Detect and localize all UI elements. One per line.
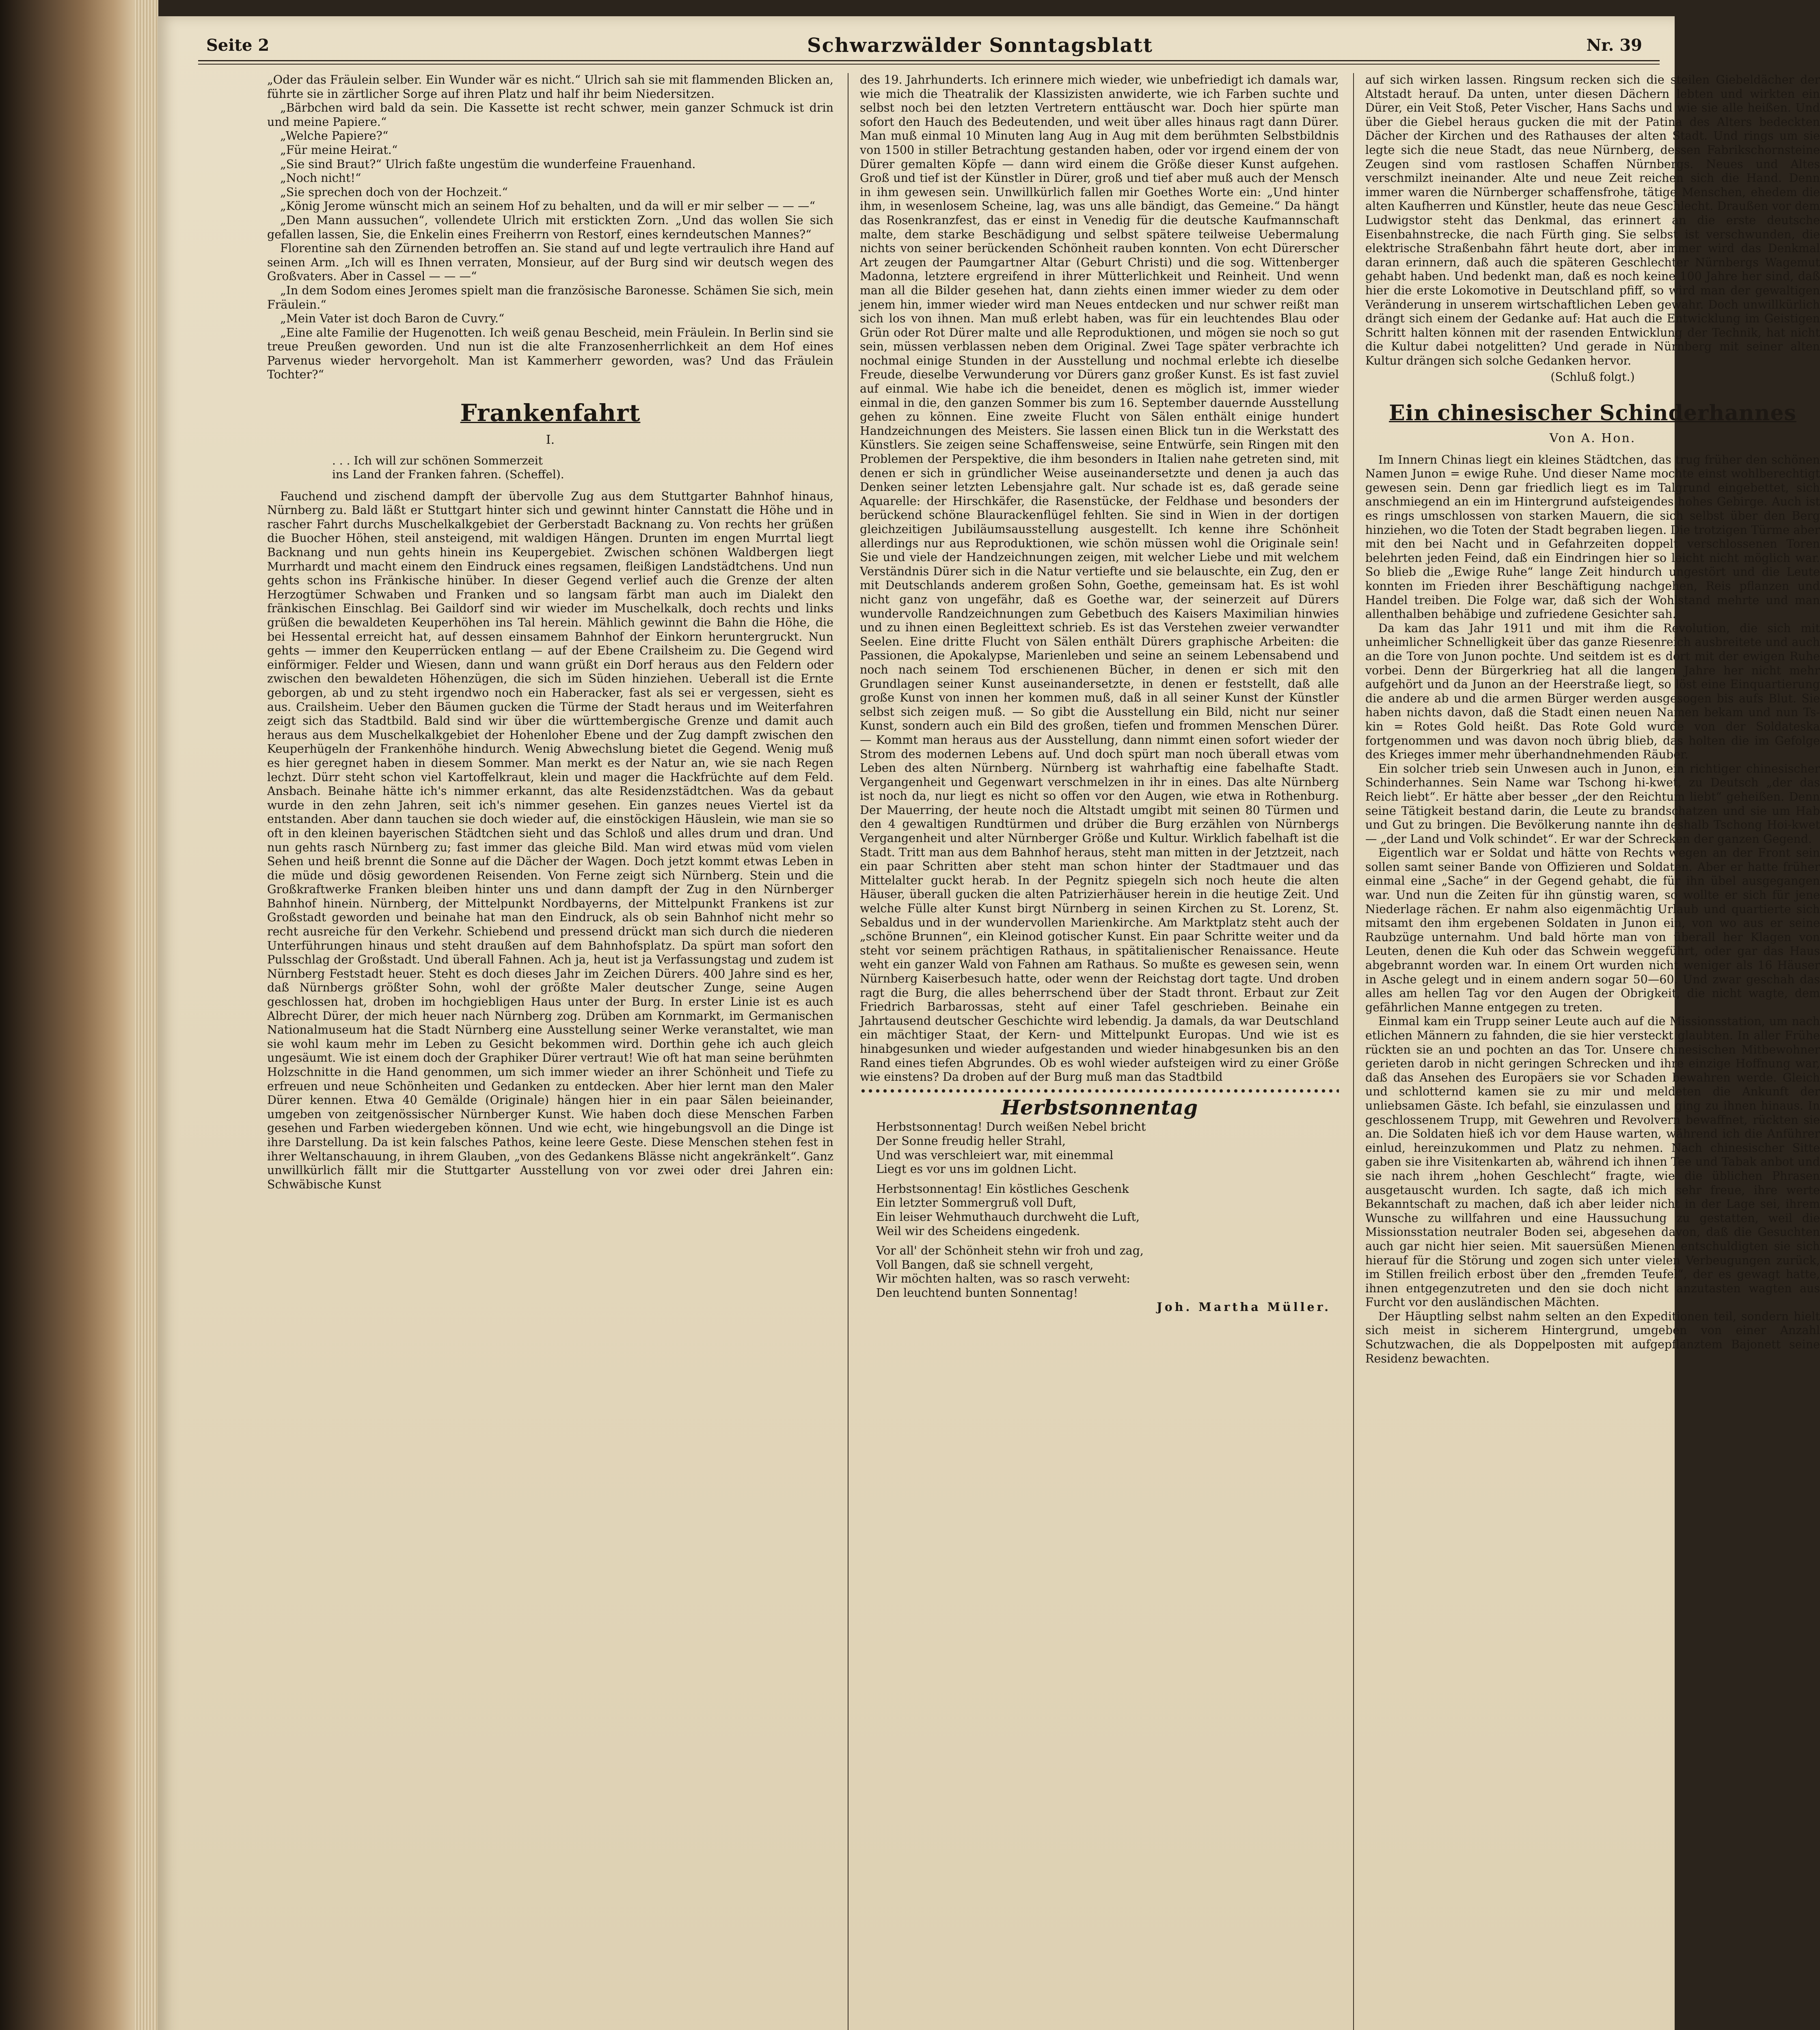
column-2 xyxy=(860,73,1339,2030)
page-label: Seite 2 xyxy=(206,36,270,55)
column-rule xyxy=(1353,73,1354,2030)
article-headline: Frankenfahrt xyxy=(460,399,641,427)
paragraph: „Sie sind Braut?“ Ulrich faßte ungestüm die wunderfeine Frauenhand. xyxy=(280,157,696,171)
motto-line: ins Land der Franken fahren. (Scheffel). xyxy=(332,467,564,481)
ornament-rule xyxy=(860,1088,1339,1093)
byline: Von A. Hon. xyxy=(1549,431,1636,446)
issue-number: Nr. 39 xyxy=(1586,36,1642,55)
column-1 xyxy=(267,73,833,2030)
poem-line: Ein leiser Wehmuthauch durchweht die Luft, xyxy=(876,1210,1140,1224)
header-rule xyxy=(198,60,1660,65)
paragraph: „Welche Papiere?“ xyxy=(280,129,389,143)
paragraph: „Sie sprechen doch von der Hochzeit.“ xyxy=(280,185,508,199)
paragraph: „Noch nicht!“ xyxy=(280,171,361,185)
stanza-gap xyxy=(876,1177,1339,1182)
paragraph: Ein solcher trieb sein Unwesen auch in Junon, ein richtiger chinesischer Schinderhannes. Sein Name war Tschong hi-kwet, zu Deutsch „der das Reich liebt“. Er hätte aber besser „der den Reichtum liebt“ geheißen. Denn seine Tätigkeit bestand darin, die Leute zu brandschatzen und sie um Hab und Gut zu bringen. Die Bevölkerung nannte ihn deshalb Tschong Hoi-kwet — „der Land und Volk schindet“. Er war der Schrecken der ganzen Gegend. xyxy=(1365,762,1820,846)
paragraph: „In dem Sodom eines Jeromes spielt man die französische Baronesse. Schämen Sie sich, mein Fräulein.“ xyxy=(267,283,833,311)
motto xyxy=(332,454,833,482)
paragraph: „Für meine Heirat.“ xyxy=(280,143,398,157)
poem-line: Weil wir des Scheidens eingedenk. xyxy=(876,1224,1080,1238)
article-body: Fauchend und zischend dampft der übervolle Zug aus dem Stuttgarter Bahnhof hinaus, Nürnberg zu. Bald läßt er Stuttgart hinter sich und gewinnt hinter Cannstatt die Höhe und in rascher Fahrt durchs Muschelkalkgebiet der Gerberstadt Backnang zu. Von rechts her grüßen die Buocher Höhen, steil ansteigend, mit waldigen Hängen. Drunten im engen Murrtal liegt Backnang und nun gehts hinein ins Keupergebiet. Zwischen schönen Waldbergen liegt Murrhardt und macht einem den Eindruck eines regsamen, fleißigen Landstädtchens. Und nun gehts schon ins Fränkische hinüber. In dieser Gegend verlief auch die Grenze der alten Herzogtümer Schwaben und Franken und so langsam färbt man auch im Dialekt den fränkischen Einschlag. Bei Gaildorf sind wir wieder im Muschelkalk, doch rechts und links grüßen die bewaldeten Keuperhöhen ins Tal herein. Mählich gewinnt die Bahn die Höhe, die bei Hessental erreicht hat, auf dessen einsamem Bahnhof der Einkorn heruntergruckt. Nun gehts — immer den Keuperrücken entlang — auf der Ebene Crailsheim zu. Die Gegend wird einförmiger. Felder und Wiesen, dann und wann grüßt ein Dorf heraus aus den Feldern oder zwischen den bewaldeten Höhenzügen, die sich im Süden hinziehen. Ueberall ist die Ernte geborgen, ab und zu steht irgendwo noch ein Haberacker, fast als sei er vergessen, sieht es aus. Crailsheim. Ueber den Bäumen gucken die Türme der Stadt heraus und im Weiterfahren zeigt sich das Stadtbild. Bald sind wir über die württembergische Grenze und damit auch heraus aus dem Muschelkalkgebiet der Hohenloher Ebene und der Zug dampft zwischen den Keuperhügeln der Frankenhöhe hindurch. Wenig Abwechslung bietet die Gegend. Wenig muß es hier geregnet haben in diesem Sommer. Man merkt es der Natur an, wie sie nach Regen lechzt. Dürr steht schon viel Kartoffelkraut, klein und mager die Hackfrüchte auf dem Feld. Ansbach. Beinahe hätte ich's nimmer erkannt, das alte Residenzstädtchen. Was da gebaut wurde in den zehn Jahren, seit ich's nimmer gesehen. Ein ganzes neues Viertel ist da entstanden. Aber dann tauchen sie doch wieder auf, die einstöckigen Häuslein, wie man sie so oft in den kleinen bayerischen Städtchen sieht und das Schloß und alles drum und dran. Und nun gehts rasch Nürnberg zu; fast immer das gleiche Bild. Man wird etwas müd vom vielen Sehen und heiß brennt die Sonne auf die Dächer der Wagen. Doch jetzt kommt etwas Leben in die müde und dösig gewordenen Reisenden. Von Ferne zeigt sich Nürnberg. Stein und die Großkraftwerke Franken bleiben hinter uns und dann dampft der Zug in den Nürnberger Bahnhof hinein. Nürnberg, der Mittelpunkt Nordbayerns, der Mittelpunkt Frankens ist zur Großstadt geworden und beinahe hat man den Eindruck, als ob sein Bahnhof nicht mehr so recht ausreiche für den Verkehr. Schiebend und pressend drückt man sich durch die niederen Unterführungen hinaus und steht draußen auf dem Bahnhofsplatz. Da spürt man sofort den Pulsschlag der Großstadt. Und überall Fahnen. Ach ja, heut ist ja Verfassungstag und zudem ist Nürnberg Feststadt heuer. Steht es doch dieses Jahr im Zeichen Dürers. 400 Jahre sind es her, daß Nürnbergs größter Sohn, wohl der größte Maler deutscher Zunge, seine Augen geschlossen hat, droben im hochgiebligen Haus unter der Burg. In erster Linie ist es auch Albrecht Dürer, der mich heuer nach Nürnberg zog. Drüben am Kornmarkt, im Germanischen Nationalmuseum hat die Stadt Nürnberg eine Ausstellung seiner Werke veranstaltet, wie man sie wohl kaum mehr im Leben zu Gesicht bekommen wird. Dorthin gehe ich auch gleich ungesäumt. Wie ist einem doch der Graphiker Dürer vertraut! Wie oft hat man seine berühmten Holzschnitte in die Hand genommen, um sich immer wieder an ihrer Schönheit und Tiefe zu erfreuen und neue Schönheiten und Gedanken zu entdecken. Aber hier lernt man den Maler Dürer kennen. Etwa 40 Gemälde (Originale) hängen hier in ein paar Sälen beieinander, umgeben von zeitgenössischer Nürnberger Kunst. Wie haben doch diese Menschen Farben gesehen und Farben wiedergeben können. Und wie echt, wie hingebungsvoll an die Dinge ist ihre Darstellung. Da ist kein falsches Pathos, keine leere Geste. Diese Menschen stehen fest in ihrer Weltanschauung, in ihrem Glauben, „von des Gedankens Blässe nicht angekränkelt“. Ganz unwillkürlich fällt mir die Stuttgarter Ausstellung von vor zwei oder drei Jahren ein: Schwäbische Kunst xyxy=(267,489,833,1191)
paragraph: Eigentlich war er Soldat und hätte von Rechts wegen an der Front sein sollen samt seiner Bande von Offizieren und Soldaten. Aber er hatte früher einmal eine „Sache“ in der Gegend gehabt, die für ihn übel ausgegangen war. Und nun die Zeiten für ihn günstig waren, so wollte er sich für jene Niederlage rächen. Er nahm also eigenmächtig Urlaub und quartierte sich mitsamt den ihm ergebenen Soldaten in Junon ein, von wo aus er seine Raubzüge unternahm. Und bald hörte man von überall her Klagen von Leuten, denen die Kuh oder das Schwein weggeführt, oder gar das Haus abgebrannt worden war. In einem Ort wurden nicht weniger als 16 Häuser in Asche gelegt und in einem andern sogar 50—60. Und zwar geschah das alles am hellen Tag vor den Augen der Obrigkeit, die nicht wagte, dem gefährlichen Manne entgegen zu treten. xyxy=(1365,846,1820,1014)
poem-line: Vor all' der Schönheit stehn wir froh und zag, xyxy=(876,1244,1144,1258)
poem-line: Der Sonne freudig heller Strahl, xyxy=(876,1134,1066,1148)
paragraph: „Mein Vater ist doch Baron de Cuvry.“ xyxy=(280,312,505,326)
article-body: des 19. Jahrhunderts. Ich erinnere mich wieder, wie unbefriedigt ich damals war, wie mich die Theatralik der Klassizisten anwiderte, wie ich Farben suchte und selbst noch bei den letzten Vertretern enttäuscht war. Doch hier spürte man sofort den Hauch des Bedeutenden, und weit über alles hinaus ragt dann Dürer. Man muß einmal 10 Minuten lang Aug in Aug mit dem berühmten Selbstbildnis von 1500 in stiller Betrachtung gestanden haben, oder vor irgend einem der von Dürer gemalten Köpfe — dann wird einem die Größe dieser Kunst aufgehen. Groß und tief ist der Künstler in Dürer, groß und tief aber muß auch der Mensch in ihm gewesen sein. Unwillkürlich fallen mir Goethes Worte ein: „Und hinter ihm, in wesenlosem Scheine, lag, was uns alle bändigt, das Gemeine.“ Da hängt das Rosenkranzfest, das er einst in Venedig für die deutsche Kaufmannschaft malte, dem starke Beschädigung und selbst spätere teilweise Uebermalung nichts von seiner berückenden Schönheit rauben konnten. Von echt Dürerscher Art zeugen der Paumgartner Altar (Geburt Christi) und die sog. Wittenberger Madonna, letztere ergreifend in ihrer Mütterlichkeit und Reinheit. Und wenn man all die Bilder gesehen hat, dann ziehts einen immer wieder zu dem oder jenem hin, immer wieder wird man Neues entdecken und nur schwer reißt man sich los von ihnen. Man muß erlebt haben, was für ein leuchtendes Blau oder Grün oder Rot Dürer malte und alle Reproduktionen, und mögen sie noch so gut sein, müssen verblassen neben dem Original. Zwei Tage später verbrachte ich nochmal einige Stunden in der Ausstellung und nochmal erlebte ich dieselbe Freude, dieselbe Verwunderung vor Dürers ganz großer Kunst. Es ist fast zuviel auf einmal. Wie habe ich die beneidet, denen es möglich ist, immer wieder einmal in die, den ganzen Sommer bis zum 16. September dauernde Ausstellung gehen zu können. Eine zweite Flucht von Sälen enthält einige hundert Handzeichnungen des Meisters. Sie lassen einen Blick tun in die Werkstatt des Künstlers. Sie zeigen seine Schaffensweise, seine Entwürfe, sein Ringen mit den Problemen der Perspektive, die ihm besonders in Italien nahe getreten sind, mit denen er sich in gründlicher Weise auseinandersetzte und denen ja auch das Denken seiner letzten Lebensjahre galt. Nur schade ist es, daß gerade seine Aquarelle: der Hirschkäfer, die Rasenstücke, der Feldhase und besonders der berückend schöne Blaurackenflügel fehlten. Sie sind in Wien in der dortigen gleichzeitigen Jubiläumsausstellung ausgestellt. Ich kenne ihre Schönheit allerdings nur aus Reproduktionen, wie schön müssen wohl die Originale sein! Sie und viele der Handzeichnungen zeigen, mit welcher Liebe und mit welchem Verständnis Dürer sich in die Natur vertiefte und sie belauschte, ein Zug, den er mit Deutschlands anderem großen Sohn, Goethe, gemeinsam hat. Es ist wohl nicht ganz von ungefähr, daß es Goethe war, der seinerzeit auf Dürers wundervolle Randzeichnungen zum Gebetbuch des Kaisers Maximilian hinwies und zu ihnen einen Begleittext schrieb. Es ist das Verstehen zweier verwandter Seelen. Eine dritte Flucht von Sälen enthält Dürers graphische Arbeiten: die Passionen, die Apokalypse, Marienleben und seine an seinem Lebensabend und noch nach seinem Tod erschienenen Bücher, in denen er sich mit den Grundlagen seiner Kunst auseinandersetzte, in denen er feststellt, daß alle große Kunst von innen her kommen muß, daß in all seiner Kunst der Künstler selbst sich zeigen muß. — So gibt die Ausstellung ein Bild, nicht nur seiner Kunst, sondern auch ein Bild des großen, tiefen und frommen Menschen Dürer. — Kommt man heraus aus der Ausstellung, dann nimmt einen sofort wieder der Strom des modernen Lebens auf. Und doch spürt man noch überall etwas vom Leben des alten Nürnberg. Nürnberg ist wahrhaftig eine fabelhafte Stadt. Vergangenheit und Gegenwart verschmelzen in ihr in eines. Das alte Nürnberg ist noch da, nur liegt es nicht so offen vor den Augen, wie etwa in Rothenburg. Der Mauerring, der heute noch die Altstadt umgibt mit seinen 80 Türmen und den 4 gewaltigen Rundtürmen und drüber die Burg erzählen von Nürnbergs Vergangenheit und alter Nürnberger Größe und Kultur. Wirklich fabelhaft ist die Stadt. Tritt man aus dem Bahnhof heraus, steht man mitten in der Jetztzeit, nach ein paar Schritten aber steht man schon hinter der Stadtmauer und das Mittelalter guckt herab. In der Pegnitz spiegeln sich noch heute die alten Häuser, überall gucken die alten Patrizierhäuser herein in die heutige Zeit. Und welche Fülle alter Kunst birgt Nürnberg in seinen Kirchen zu St. Lorenz, St. Sebaldus und in der wundervollen Marienkirche. Am Marktplatz steht auch der „schöne Brunnen“, ein Kleinod gotischer Kunst. Ein paar Schritte weiter und da steht vor seinem prächtigen Rathaus, in spätitalienischer Renaissance. Heute weht ein ganzer Wald von Fahnen am Rathaus. So mußte es gewesen sein, wenn Nürnberg Kaiserbesuch hatte, oder wenn der Reichstag dort tagte. Und droben ragt die Burg, die alles beherrschend über der Stadt thront. Erbaut zur Zeit Friedrich Barbarossas, steht auf einer Tafel geschrieben. Beinahe ein Jahrtausend deutscher Geschichte wird lebendig. Ja damals, da war Deutschland ein mächtiger Staat, der Kern- und Mittelpunkt Europas. Und wie ist es hinabgesunken und wieder aufgestanden und wieder hinabgesunken bis an den Rand eines tiefen Abgrundes. Ob es wohl wieder aufsteigen wird zu einer Größe wie einstens? Da droben auf der Burg muß man das Stadtbild xyxy=(860,73,1339,1084)
newspaper-page xyxy=(158,16,1820,2030)
paragraph: Der Häuptling selbst nahm selten an den Expeditionen teil, sondern hielt sich meist in sicherem Hintergrund, umgeben von einer Anzahl Schutzwachen, die als Doppelposten mit aufgepflanztem Bajonett seine Residenz bewachten. xyxy=(1365,1309,1820,1365)
paragraph: „Eine alte Familie der Hugenotten. Ich weiß genau Bescheid, mein Fräulein. In Berlin sind sie treue Preußen geworden. Und nun ist die alte Franzosenherrlichkeit an dem Hof eines Parvenus wieder hervorgeholt. Man ist Kammerherr geworden, was? Und das Fräulein Tochter?“ xyxy=(267,326,833,382)
poem-line: Voll Bangen, daß sie schnell vergeht, xyxy=(876,1258,1094,1272)
paragraph: Florentine sah den Zürnenden betroffen an. Sie stand auf und legte vertraulich ihre Hand auf seinen Arm. „Ich will es Ihnen verraten, Monsieur, auf der Burg sind wir deutsch wegen des Großvaters. Aber in Cassel — — —“ xyxy=(267,242,833,283)
book-binding xyxy=(0,0,134,2030)
poem-line: Und was verschleiert war, mit einemmal xyxy=(876,1148,1114,1162)
page-edge xyxy=(134,0,158,2030)
poem-line: Herbstsonnentag! Ein köstliches Geschenk xyxy=(876,1182,1129,1196)
poem-line: Ein letzter Sommergruß voll Duft, xyxy=(876,1196,1077,1210)
poem-line: Den leuchtend bunten Sonnentag! xyxy=(876,1286,1078,1300)
poem-line: Herbstsonnentag! Durch weißen Nebel bricht xyxy=(876,1120,1146,1134)
paragraph: „Bärbchen wird bald da sein. Die Kassette ist recht schwer, mein ganzer Schmuck ist drin und meine Papiere.“ xyxy=(267,101,833,129)
stanza-gap xyxy=(876,1238,1339,1244)
article-headline: Ein chinesischer Schinderhannes xyxy=(1389,401,1796,426)
poem-title: Herbstsonnentag xyxy=(1001,1095,1198,1119)
motto-line: . . . Ich will zur schönen Sommerzeit xyxy=(332,454,543,467)
poem xyxy=(876,1120,1339,1300)
paragraph: Da kam das Jahr 1911 und mit ihm die Revolution, die sich mit unheimlicher Schnelligkeit über das ganze Riesenreich ausbreitete und auch an die Tore von Junon pochte. Und seitdem ist es dort mit der ewigen Ruhe vorbei. Denn der Bürgerkrieg hat all die langen Jahre her nicht mehr aufgehört und da Junon an der Heerstraße liegt, so löst eine Einquartierung die andere ab und die armen Bürger werden ausgesogen bis aufs Blut. Sie haben nichts davon, daß die Stadt einen neuen Namen bekam und nun Ts-kin = Rotes Gold heißt. Das Rote Gold wurde von der Soldateska fortgenommen und was davon noch übrig blieb, das holten die im Gefolge des Krieges immer mehr überhandnehmenden Räuber. xyxy=(1365,621,1820,762)
continued-note: (Schluß folgt.) xyxy=(1550,370,1635,384)
story-continuation xyxy=(267,73,833,382)
paragraph: „Oder das Fräulein selber. Ein Wunder wär es nicht.“ Ulrich sah sie mit flammenden Blicken an, führte sie in zärtlicher Sorge auf ihren Platz und half ihr beim Niedersitzen. xyxy=(267,73,833,101)
poem-line: Liegt es vor uns im goldnen Licht. xyxy=(876,1162,1077,1176)
paragraph: Im Innern Chinas liegt ein kleines Städtchen, das trug früher den schönen Namen Junon = ewige Ruhe. Und dieser Name mochte einst wohlberechtigt gewesen sein. Denn gar friedlich liegt es im Talgrund eingebettet, sich anschmiegend an ein im Hintergrund aufsteigendes hohes Gebirge. Auch ist es rings umschlossen von starken Mauern, die sich selbst über den Berg hinziehen, wo die Toten der Stadt begraben liegen. Die trotzigen Türme aber mit den bei Nacht und in Gefahrzeiten doppelt verschlossenen Toren belehrten jeden Feind, daß ein Eindringen hier so leicht nicht möglich war. So blieb die „Ewige Ruhe“ lange Zeit hindurch ungestört und die Leute konnten im Frieden ihrer Beschäftigung nachgehen, Reis pflanzen und Handel treiben. Die Folge war, daß sich der Wohlstand mehrte und man allenthalben behäbige und zufriedene Gesichter sah. xyxy=(1365,453,1820,621)
poem-author: Joh. Martha Müller. xyxy=(1157,1300,1331,1314)
article-body: auf sich wirken lassen. Ringsum recken sich die steilen Giebeldächer der Altstadt herauf. Da unten, unter diesen Dächern lebten und wirkten ein Dürer, ein Veit Stoß, Peter Vischer, Hans Sachs und wie sie alle heißen. Und über die Giebel heraus gucken die mit der Patina des Alters bedeckten Dächer der Kirchen und des Rathauses der alten Stadt. Und rings um sie legte sich die neue Stadt, das neue Nürnberg, dessen Fabrikschornsteine Zeugen sind vom rastlosen Schaffen Nürnbergs. Neues und Altes verschmilzt ineinander. Alte und neue Zeit reichen sich die Hand. Denn immer waren die Nürnberger schaffensfrohe, tätige Menschen, ehedem die alten Kaufherren und Künstler, heute das neue Geschlecht. Draußen vor dem Ludwigstor steht das Denkmal, das erinnert an die erste deutsche Eisenbahnstrecke, die nach Fürth ging. Sie selbst ist verschwunden, die elektrische Straßenbahn fährt heute dort, aber immer wird das Denkmal daran erinnern, daß auch die späteren Geschlechter Nürnbergs Wagemut gehabt haben. Und bedenkt man, daß es noch keine 100 Jahre her sind, daß hier die erste Lokomotive in Deutschland pfiff, so wird man der gewaltigen Veränderung in unserem wirtschaftlichen Leben gewahr. Doch unwillkürlich drängt sich einem der Gedanke auf: Hat auch die Entwicklung im Geistigen Schritt halten können mit der rasenden Entwicklung der Technik, hat nicht die Kultur dabei notgelitten? Und gerade in Nürnberg mit seiner alten Kultur drängen sich solche Gedanken hervor. xyxy=(1365,73,1820,367)
article-subhead: I. xyxy=(546,433,555,447)
paragraph: „Den Mann aussuchen“, vollendete Ulrich mit erstickten Zorn. „Und das wollen Sie sich gefallen lassen, Sie, die Enkelin eines Freiherrn von Restorf, eines kerndeutschen Mannes?“ xyxy=(267,213,833,241)
paper-title: Schwarzwälder Sonntagsblatt xyxy=(807,34,1153,57)
paragraph: „König Jerome wünscht mich an seinem Hof zu behalten, und da will er mir selber — — —“ xyxy=(280,199,816,213)
column-3 xyxy=(1365,73,1820,2030)
paragraph: Einmal kam ein Trupp seiner Leute auch auf die Missionsstation, um nach etlichen Männern zu fahnden, die sie hier versteckt glaubten. In aller Frühe rückten sie an und pochten an das Tor. Unsere chinesischen Mitbewohner gerieten darob in nicht geringen Schrecken und ihre einzige Hoffnung war, daß das Ansehen des Europäers sie vor Schaden bewahren werde. Gleich und schlotternd kamen sie zu mir und meldeten die Ankunft der unliebsamen Gäste. Ich befahl, sie einzulassen und ging zu ihnen hinaus. In geschlossenem Trupp, mit Gewehren und Revolvern bewaffnet, rückten sie an. Die Soldaten hieß ich vor dem Hause warten, während ich die Anführer einlud, hereinzukommen und Platz zu nehmen. Nach chinesischer Sitte gaben sie ihre Visitenkarten ab, während ich ihnen Tee und Tabak anbot und sie nach ihrem „hohen Geschlecht“ fragte, wie die üblichen Phrasen ausgetauscht wurden. Ich sagte, daß ich mich sehr freue, ihre werte Bekanntschaft zu machen, daß ich aber leider nicht in der Lage sei, ihrem Wunsche zu willfahren und eine Haussuchung zu gestatten, weil die Missionsstation neutraler Boden sei, abgesehen davon, daß die Gesuchten auch gar nicht hier seien. Mit sauersüßen Mienen entschuldigten sie sich hierauf für die Störung und zogen sich unter vielen Verbeugungen zurück, im Stillen freilich erbost über den „fremden Teufel“, der es gewagt hatte, ihnen entgegenzutreten und den sie doch nicht anzutasten wagten aus Furcht vor den ausländischen Mächten. xyxy=(1365,1015,1820,1309)
poem-line: Wir möchten halten, was so rasch verweht: xyxy=(876,1272,1130,1286)
